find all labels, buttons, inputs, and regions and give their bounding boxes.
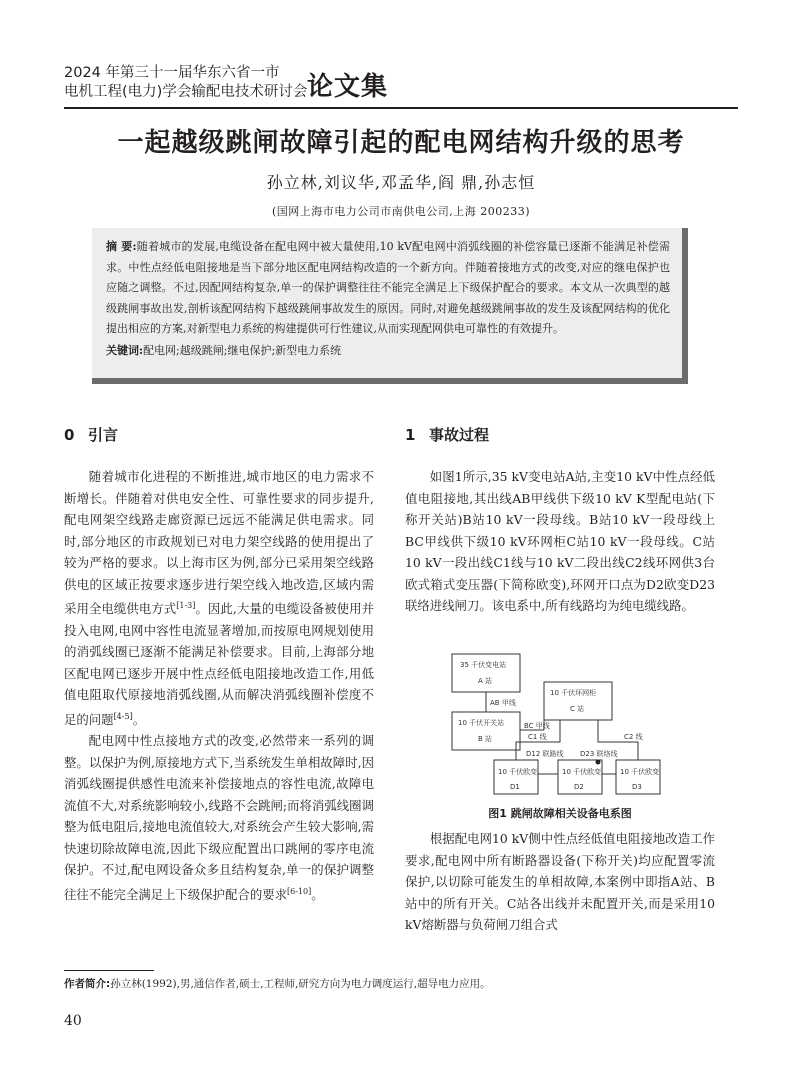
transformer-d2-id: D2 [574, 783, 584, 791]
station-b-name: 10 千伏开关站 [458, 719, 505, 727]
station-a-id: A 站 [478, 677, 493, 685]
accident-paragraph-1: 如图1所示,35 kV变电站A站,主变10 kV中性点经低值电阻接地,其出线AB甲线供下级10 kV K型配电站(下称开关站)B站10 kV一段母线。B站10 kV一段母线上BC甲线供下级10 kV环网柜C站10 kV一段母线。C站10 kV一段出线C1线与10 kV二段出线C2线环网供3台欧式箱式变压器(下简称欧变),环网开口点为D2欧变D23联络进线闸刀。该电系中,所有线路均为纯电缆线路。 [405, 469, 715, 613]
accident-paragraph-2: 根据配电网10 kV侧中性点经低值电阻接地改造工作要求,配电网中所有断路器设备(下称开关)均应配置零流保护,以切除可能发生的单相故障,本案例中即指A站、B站中的所有开关。C站各出线并未配置开关,而是采用10 kV熔断器与负荷闸刀组合式 [405, 831, 715, 932]
footnote-text: 孙立林(1992),男,通信作者,硕士,工程师,研究方向为电力调度运行,超导电力应用。 [110, 978, 491, 990]
link-d12-label: D12 联路线 [526, 750, 564, 758]
station-a-name: 35 千伏变电站 [460, 661, 507, 669]
figure-caption: 图1 跳闸故障相关设备电系图 [488, 807, 632, 820]
station-c-id: C 站 [570, 705, 585, 713]
right-column [405, 424, 715, 617]
station-a-box [452, 654, 520, 692]
section-heading-accident [405, 424, 715, 452]
keywords-text: 配电网;越级跳闸;继电保护;新型电力系统 [143, 343, 342, 357]
section-number: 0 [64, 426, 75, 444]
link-d23-label: D23 联络线 [580, 750, 618, 758]
affiliation: (国网上海市电力公司市南供电公司,上海 200233) [271, 205, 531, 218]
section-number: 1 [405, 426, 416, 444]
footnote-rule [64, 970, 154, 971]
header-line-1: 2024 年第三十一届华东六省一市 [64, 65, 280, 81]
citation: [6-10] [287, 886, 312, 896]
citation: [4-5] [113, 711, 133, 721]
transformer-d1-name: 10 千伏欧变 [498, 768, 538, 776]
line-c2-label: C2 线 [624, 733, 643, 741]
text-run: 配电网中性点接地方式的改变,必然带来一系列的调整。以保护为例,原接地方式下,当系统发生单相故障时,因消弧线圈提供感性电流来补偿接地点的容性电流,故障电流值不大,对系统影响较小,线路不会跳闸;而将消弧线圈调整为低电阻后,接地电流值较大,对系统会产生较大影响,需快速切除故障电流,因此下级应配置出口跳闸的零序电流保护。不过,配电网设备众多且结构复杂,单一的保护调整往往不能完全满足上下级保护配合的要求 [64, 733, 374, 902]
intro-paragraph-2 [64, 730, 374, 905]
paper-title: 一起越级跳闸故障引起的配电网结构升级的思考 [117, 128, 685, 158]
text-run: 。 [132, 711, 146, 727]
keywords [106, 341, 670, 361]
grid-diagram [440, 650, 728, 796]
line-bc-label: BC 甲线 [524, 722, 550, 730]
open-point-marker [596, 760, 601, 765]
figure-1 [440, 650, 728, 796]
section-title: 事故过程 [429, 426, 490, 444]
left-column [64, 424, 374, 905]
section-heading-intro [64, 424, 374, 452]
transformer-d2-name: 10 千伏欧变 [562, 768, 602, 776]
station-b-id: B 站 [478, 735, 493, 743]
page-number: 40 [64, 1013, 82, 1029]
station-c-name: 10 千伏环网柜 [550, 689, 597, 697]
transformer-d3-id: D3 [632, 783, 642, 791]
station-b-box [452, 712, 520, 750]
station-c-box [544, 682, 612, 720]
intro-paragraph-1 [64, 466, 374, 730]
keywords-label: 关键词: [106, 343, 144, 357]
abstract-label: 摘 要: [106, 240, 137, 253]
section-title: 引言 [88, 426, 119, 444]
footnote-label: 作者简介: [64, 978, 111, 990]
abstract-text: 随着城市的发展,电缆设备在配电网中被大量使用,10 kV配电网中消弧线圈的补偿容量已逐渐不能满足补偿需求。中性点经低电阻接地是当下部分地区配电网结构改造的一个新方向。伴随着接地方式的改变,对应的继电保护也应随之调整。不过,因配网结构复杂,单一的保护调整往往不能完全满足上下级保护配合的要求。本文从一次典型的越级跳闸事故出发,剖析该配网结构下越级跳闸事故发生的原因。同时,对避免越级跳闸事故的发生及该配网结构的优化提出相应的方案,对新型电力系统的构建提供可行性建议,从而实现配网供电可靠性的有效提升。 [106, 240, 671, 335]
text-run: 随着城市化进程的不断推进,城市地区的电力需求不断增长。伴随着对供电安全性、可靠性要求的同步提升,配电网架空线路走廊资源已远远不能满足供电需求。同时,部分地区的市政规划已对电力架空线路的使用提出了较为严格的要求。以上海市区为例,部分已采用架空线路供电的区域正按要求逐步进行架空线入地改造,区域内需采用全电缆供电方式 [64, 469, 374, 617]
header-line-2: 电机工程(电力)学会输配电技术研讨会 [64, 84, 308, 100]
abstract-box [92, 228, 688, 384]
transformer-d3-name: 10 千伏欧变 [620, 768, 660, 776]
right-column-continued [405, 828, 715, 936]
citation: [1-3] [176, 601, 196, 610]
line-c1-label: C1 线 [528, 733, 547, 741]
text-run: 。因此,大量的电缆设备被使用并投入电网,电网中容性电流显著增加,而按原电网规划使用的消弧线圈已逐渐不能满足补偿要求。目前,上海部分地区配电网已逐步开展中性点经低电阻接地改造工作,用低值电阻取代原接地消弧线圈,从而解决消弧线圈补偿度不足的问题 [64, 601, 374, 727]
header-rule [64, 107, 738, 109]
text-run: 。 [311, 886, 324, 902]
transformer-d1-id: D1 [510, 783, 520, 791]
author-list: 孙立林,刘议华,邓孟华,阎 鼎,孙志恒 [266, 173, 536, 192]
abstract [106, 237, 670, 340]
proceedings-label: 论文集 [307, 72, 389, 102]
author-footnote [64, 977, 738, 991]
line-ab-label: AB 甲线 [490, 699, 516, 707]
